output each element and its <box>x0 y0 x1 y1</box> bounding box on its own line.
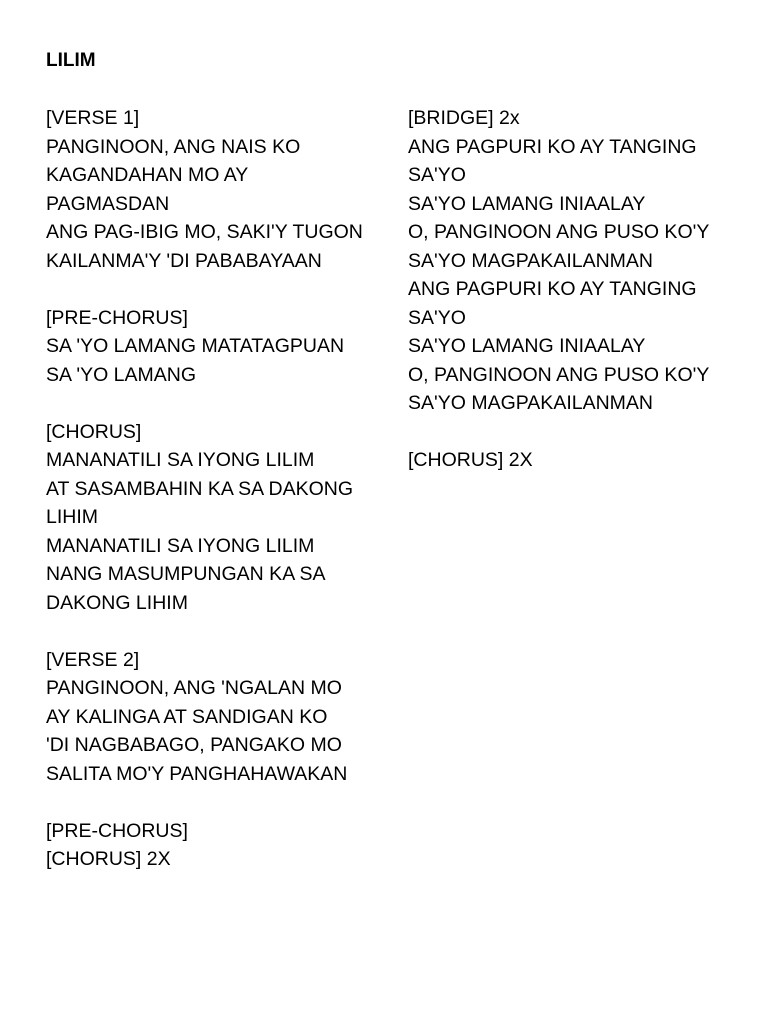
blank-line <box>46 788 386 817</box>
right-lyrics-column <box>408 104 748 475</box>
section-label: [CHORUS] <box>46 420 142 443</box>
lyric-line: KAGANDAHAN MO AY <box>46 164 249 186</box>
lyric-line: O, PANGINOON ANG PUSO KO'Y <box>408 221 710 243</box>
lyric-line: SA'YO MAGPAKAILANMAN <box>408 249 654 272</box>
lyric-line: MANANATILI SA IYONG LILIM <box>46 534 315 557</box>
lyric-line: PAGMASDAN <box>46 192 170 215</box>
lyric-line: KAILANMA'Y 'DI PABABAYAAN <box>46 249 322 272</box>
lyric-line: 'DI NAGBABAGO, PANGAKO MO <box>46 734 342 756</box>
lyric-line: SA 'YO LAMANG <box>46 363 197 386</box>
lyric-line: SA'YO <box>408 164 466 186</box>
section-label: [VERSE 2] <box>46 648 140 671</box>
lyric-line: LIHIM <box>46 506 99 528</box>
lyric-line: ANG PAGPURI KO AY TANGING <box>408 278 697 300</box>
lyric-line: ANG PAGPURI KO AY TANGING <box>408 135 697 158</box>
lyric-line: SA'YO LAMANG INIAALAY <box>408 192 646 215</box>
blank-line <box>408 418 748 447</box>
lyric-line: SA'YO <box>408 306 466 329</box>
blank-line <box>46 617 386 646</box>
lyric-line: AY KALINGA AT SANDIGAN KO <box>46 705 328 728</box>
section-label: [CHORUS] 2X <box>408 449 533 471</box>
lyric-line: PANGINOON, ANG NAIS KO <box>46 135 301 158</box>
lyric-line: AT SASAMBAHIN KA SA DAKONG <box>46 477 354 500</box>
lyric-line: SA'YO MAGPAKAILANMAN <box>408 392 654 414</box>
section-label: [BRIDGE] 2x <box>408 107 520 129</box>
section-label: [PRE-CHORUS] <box>46 819 188 842</box>
section-label: [CHORUS] 2X <box>46 848 171 870</box>
left-lyrics-column <box>46 104 386 874</box>
lyric-line: ANG PAG-IBIG MO, SAKI'Y TUGON <box>46 221 363 243</box>
lyric-line: SA 'YO LAMANG MATATAGPUAN <box>46 335 345 357</box>
blank-line <box>46 389 386 418</box>
blank-line <box>46 275 386 304</box>
section-label: [PRE-CHORUS] <box>46 306 188 329</box>
lyric-line: NANG MASUMPUNGAN KA SA <box>46 563 326 585</box>
lyric-line: MANANATILI SA IYONG LILIM <box>46 449 315 471</box>
section-label: [VERSE 1] <box>46 107 140 129</box>
lyric-line: SALITA MO'Y PANGHAHAWAKAN <box>46 762 348 785</box>
lyric-line: O, PANGINOON ANG PUSO KO'Y <box>408 363 710 386</box>
song-title: LILIM <box>46 50 96 71</box>
lyric-line: DAKONG LIHIM <box>46 591 188 614</box>
lyric-line: SA'YO LAMANG INIAALAY <box>408 335 646 357</box>
lyric-line: PANGINOON, ANG 'NGALAN MO <box>46 677 342 699</box>
